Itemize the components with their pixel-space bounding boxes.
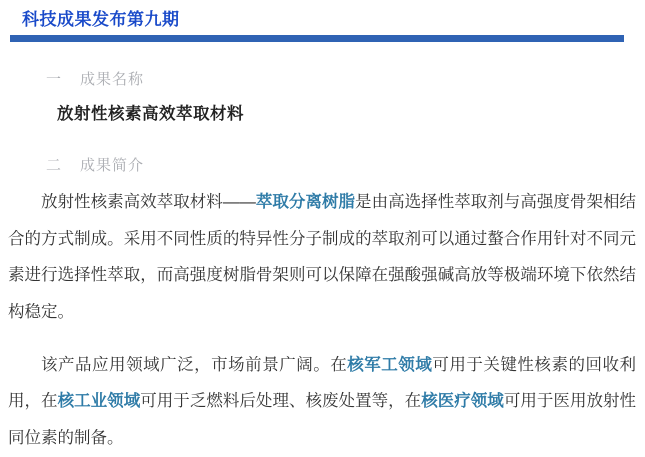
result-name: 放射性核素高效萃取材料 xyxy=(57,105,244,123)
highlight-term: 核医疗领域 xyxy=(421,392,504,410)
document-page xyxy=(0,10,645,457)
section-marker: 二 xyxy=(46,157,63,174)
highlight-term: 萃取分离树脂 xyxy=(255,193,356,211)
page-title: 科技成果发布第九期 xyxy=(22,10,180,29)
intro-paragraph-1 xyxy=(8,184,636,330)
section-label: 成果简介 xyxy=(80,157,145,174)
paragraph-text: 可用于关键性核素的回收利用，在 xyxy=(8,355,637,410)
paragraph-text: 放射性核素高效萃取材料—— xyxy=(41,193,256,211)
section-heading-result-intro xyxy=(46,157,645,175)
section-marker: 一 xyxy=(46,71,63,88)
highlight-term: 核军工领域 xyxy=(347,355,433,374)
paragraph-text: 是由高选择性萃取剂与高强度骨架相结合的方式制成。采用不同性质的特异性分子制成的萃取剂可以通过螯合作用针对不同元素进行选择性萃取，而高强度树脂骨架则可以保障在强酸强碱高放等极端环境下依然结构稳定。 xyxy=(8,193,637,321)
title-divider-bar xyxy=(10,35,624,42)
section-label: 成果名称 xyxy=(80,71,145,88)
highlight-term: 核工业领域 xyxy=(57,392,141,410)
section-heading-result-name xyxy=(46,71,645,89)
paragraph-text: 可用于乏燃料后处理、核废处置等，在 xyxy=(140,392,422,410)
paragraph-text: 该产品应用领域广泛，市场前景广阔。在 xyxy=(41,355,348,374)
paragraph-text: 可用于医用放射性同位素的制备。 xyxy=(8,392,637,447)
intro-paragraph-2 xyxy=(8,347,636,457)
